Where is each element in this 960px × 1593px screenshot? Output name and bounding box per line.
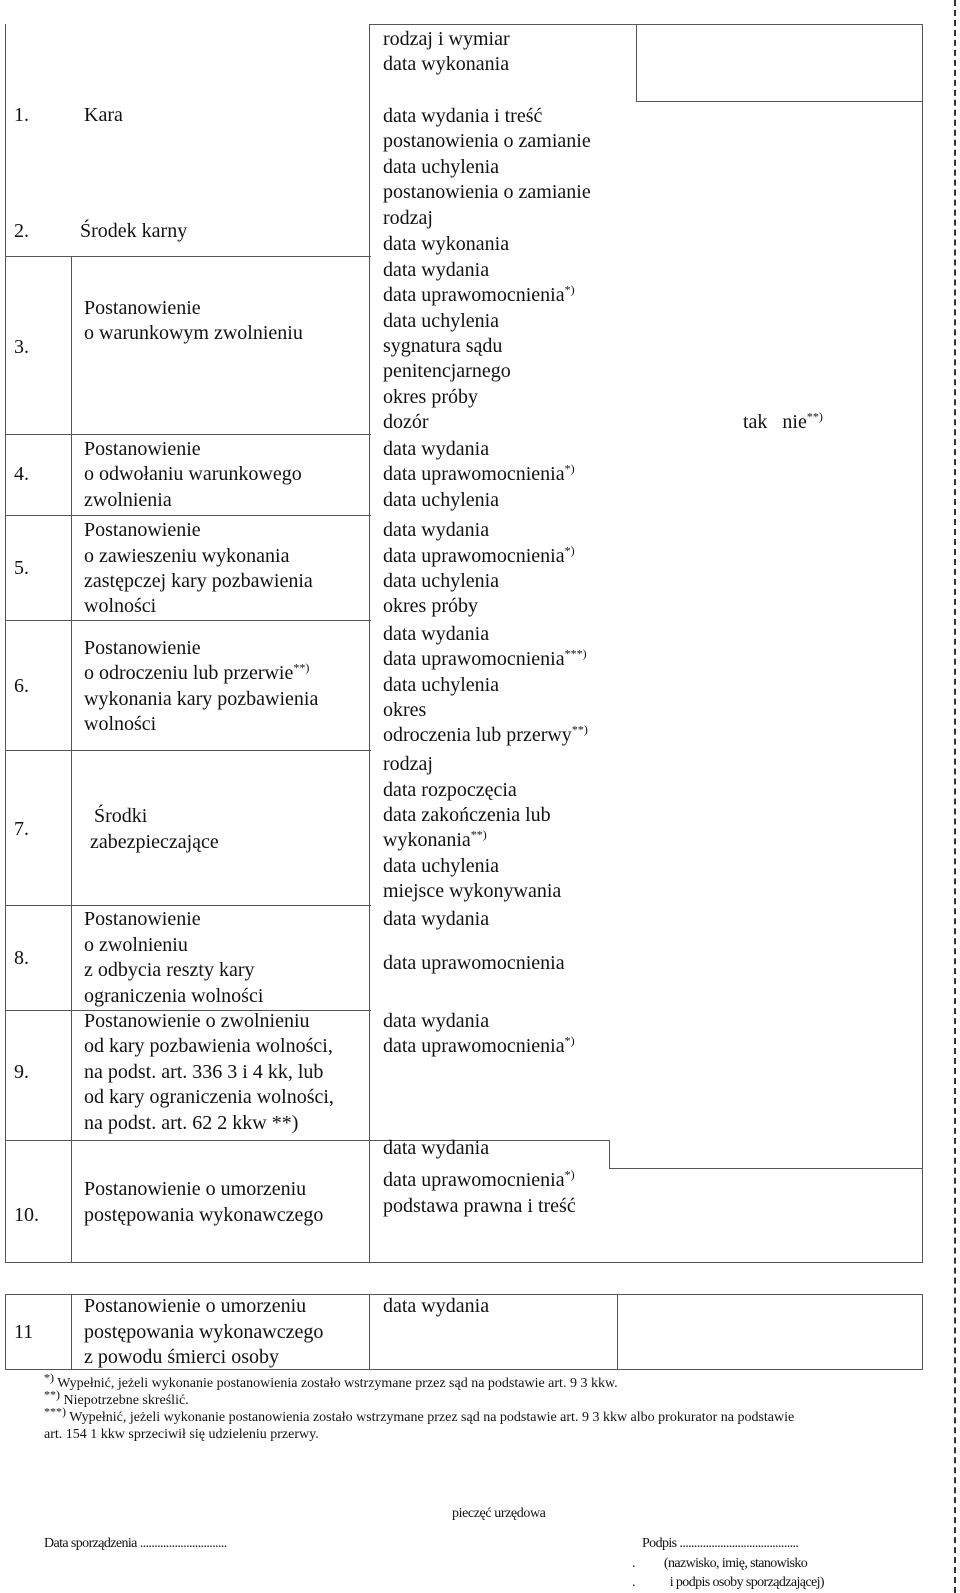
field-podstawa-prawna: podstawa prawna i treść — [383, 1195, 576, 1217]
signature-hint-2: . i podpis osoby sporządzającej) — [632, 1575, 824, 1590]
field-sygnatura-sadu: sygnatura sądu — [383, 335, 503, 357]
row-4-title-line: zwolnienia — [84, 489, 172, 511]
field-data-wydania: data wydania — [383, 259, 490, 281]
row-7-number: 7. — [14, 818, 29, 840]
row-3-title-line: o warunkowym zwolnieniu — [84, 322, 303, 344]
row-7-title-line: zabezpieczające — [90, 831, 219, 853]
row-7-title-line: Środki — [94, 805, 148, 827]
dozor-options[interactable]: tak nie**) — [743, 409, 823, 433]
field-data-wydania: data wydania — [383, 1010, 490, 1032]
field-data-wydania: data wydania — [383, 438, 490, 460]
row-5-title-line: wolności — [84, 595, 157, 617]
row-4-number: 4. — [14, 463, 29, 485]
row-10-number: 10. — [14, 1204, 39, 1226]
row-1-title: Kara — [84, 104, 123, 126]
row-11-title-line: z powodu śmierci osoby — [84, 1346, 279, 1368]
field-rodzaj: rodzaj — [383, 753, 433, 775]
field-data-wydania: data wydania — [383, 1295, 490, 1317]
row-8-number: 8. — [14, 947, 29, 969]
row-5-number: 5. — [14, 557, 29, 579]
row-2-title: Środek karny — [80, 220, 188, 242]
field-data-uprawomocnienia: data uprawomocnienia*) — [383, 1033, 575, 1057]
row-9-title-line: od kary ograniczenia wolności, — [84, 1086, 334, 1108]
footnote-3-continued: art. 154 1 kkw sprzeciwił się udzieleniu przerwy. — [44, 1427, 319, 1442]
field-data-wykonania: data wykonania — [383, 53, 510, 75]
row-6-title-line: wolności — [84, 713, 157, 735]
field-okres: okres — [383, 699, 427, 721]
field-data-uchylenia: data uchylenia — [383, 674, 500, 696]
field-data-wydania: data wydania — [383, 519, 490, 541]
field-data-uchylenia: data uchylenia — [383, 489, 500, 511]
field-data-uprawomocnienia: data uprawomocnienia*) — [383, 282, 575, 306]
row-10-title-line: postępowania wykonawczego — [84, 1204, 324, 1226]
field-data-uprawomocnienia: data uprawomocnienia*) — [383, 461, 575, 485]
field-data-wykonania: data wykonania — [383, 233, 510, 255]
field-data-zakonczenia: data zakończenia lub — [383, 804, 551, 826]
field-data-uprawomocnienia: data uprawomocnienia — [383, 952, 565, 974]
row-9-title-line: na podst. art. 62 2 kkw **) — [84, 1112, 299, 1134]
signature-hint-1: . (nazwisko, imię, stanowisko — [632, 1556, 808, 1571]
stamp-label: pieczęć urzędowa — [452, 1506, 546, 1521]
date-field[interactable]: Data sporządzenia .............................. — [44, 1536, 227, 1551]
field-data-uchylenia: data uchylenia — [383, 310, 500, 332]
row-1-number: 1. — [14, 104, 29, 126]
field-wykonania: wykonania**) — [383, 827, 487, 851]
row-6-title-line: wykonania kary pozbawienia — [84, 688, 319, 710]
row-10-title-line: Postanowienie o umorzeniu — [84, 1178, 307, 1200]
row-9-number: 9. — [14, 1061, 29, 1083]
row-8-title-line: Postanowienie — [84, 908, 201, 930]
field-miejsce-wykonywania: miejsce wykonywania — [383, 880, 562, 902]
field-rodzaj: rodzaj — [383, 207, 433, 229]
field-data-uchylenia: data uchylenia — [383, 570, 500, 592]
field-data-uchylenia: data uchylenia — [383, 156, 500, 178]
row-8-title-line: z odbycia reszty kary — [84, 959, 255, 981]
row-9-title-line: na podst. art. 336 3 i 4 kk, lub — [84, 1061, 324, 1083]
row-5-title-line: zastępczej kary pozbawienia — [84, 570, 313, 592]
field-okres-proby: okres próby — [383, 595, 478, 617]
field-data-uprawomocnienia: data uprawomocnienia*) — [383, 543, 575, 567]
footnote-3: ***) Wypełnić, jeżeli wykonanie postanowienia zostało wstrzymane przez sąd na podstawie art. 9 3 kkw albo prokurator na podstawie — [44, 1404, 795, 1425]
row-11-title-line: Postanowienie o umorzeniu — [84, 1295, 307, 1317]
field-data-wydania: data wydania — [383, 623, 490, 645]
row-5-title-line: o zawieszeniu wykonania — [84, 545, 290, 567]
field-dozor: dozór — [383, 411, 429, 433]
field-data-uprawomocnienia: data uprawomocnienia***) — [383, 646, 587, 670]
row-11-title-line: postępowania wykonawczego — [84, 1321, 324, 1343]
row-5-title-line: Postanowienie — [84, 519, 201, 541]
row-3-title-line: Postanowienie — [84, 297, 201, 319]
field-penitencjarnego: penitencjarnego — [383, 360, 511, 382]
row-3-number: 3. — [14, 336, 29, 358]
row-4-title-line: o odwołaniu warunkowego — [84, 463, 302, 485]
field-data-uprawomocnienia: data uprawomocnienia*) — [383, 1167, 575, 1191]
field-data-uchylenia: data uchylenia — [383, 855, 500, 877]
row-6-title-line: o odroczeniu lub przerwie**) — [84, 660, 310, 684]
row-8-title-line: ograniczenia wolności — [84, 985, 264, 1007]
field-rodzaj-wymiar: rodzaj i wymiar — [383, 28, 510, 50]
row-11-number: 11 — [14, 1321, 34, 1343]
field-postanowienia-zamianie: postanowienia o zamianie — [383, 130, 591, 152]
row-6-title-line: Postanowienie — [84, 637, 201, 659]
field-data-rozpoczecia: data rozpoczęcia — [383, 779, 517, 801]
footnote-2: **) Niepotrzebne skreślić. — [44, 1387, 189, 1408]
cut-line — [954, 0, 956, 1593]
row-2-number: 2. — [14, 220, 29, 242]
field-data-wydania: data wydania — [383, 908, 490, 930]
row-6-number: 6. — [14, 675, 29, 697]
row-8-title-line: o zwolnieniu — [84, 934, 188, 956]
field-okres-proby: okres próby — [383, 386, 478, 408]
field-odroczenia-przerwy: odroczenia lub przerwy**) — [383, 722, 588, 746]
footnote-1: *) Wypełnić, jeżeli wykonanie postanowienia zostało wstrzymane przez sąd na podstawie art. 9 3 kkw. — [44, 1370, 618, 1391]
row-9-title-line: Postanowienie o zwolnieniu — [84, 1010, 310, 1032]
field-data-wydania-tresc: data wydania i treść — [383, 105, 543, 127]
field-postanowienia-zamianie-2: postanowienia o zamianie — [383, 181, 591, 203]
field-data-wydania: data wydania — [383, 1137, 490, 1159]
signature-field[interactable]: Podpis ......................................... — [642, 1536, 799, 1551]
row-4-title-line: Postanowienie — [84, 438, 201, 460]
row-9-title-line: od kary pozbawienia wolności, — [84, 1035, 333, 1057]
